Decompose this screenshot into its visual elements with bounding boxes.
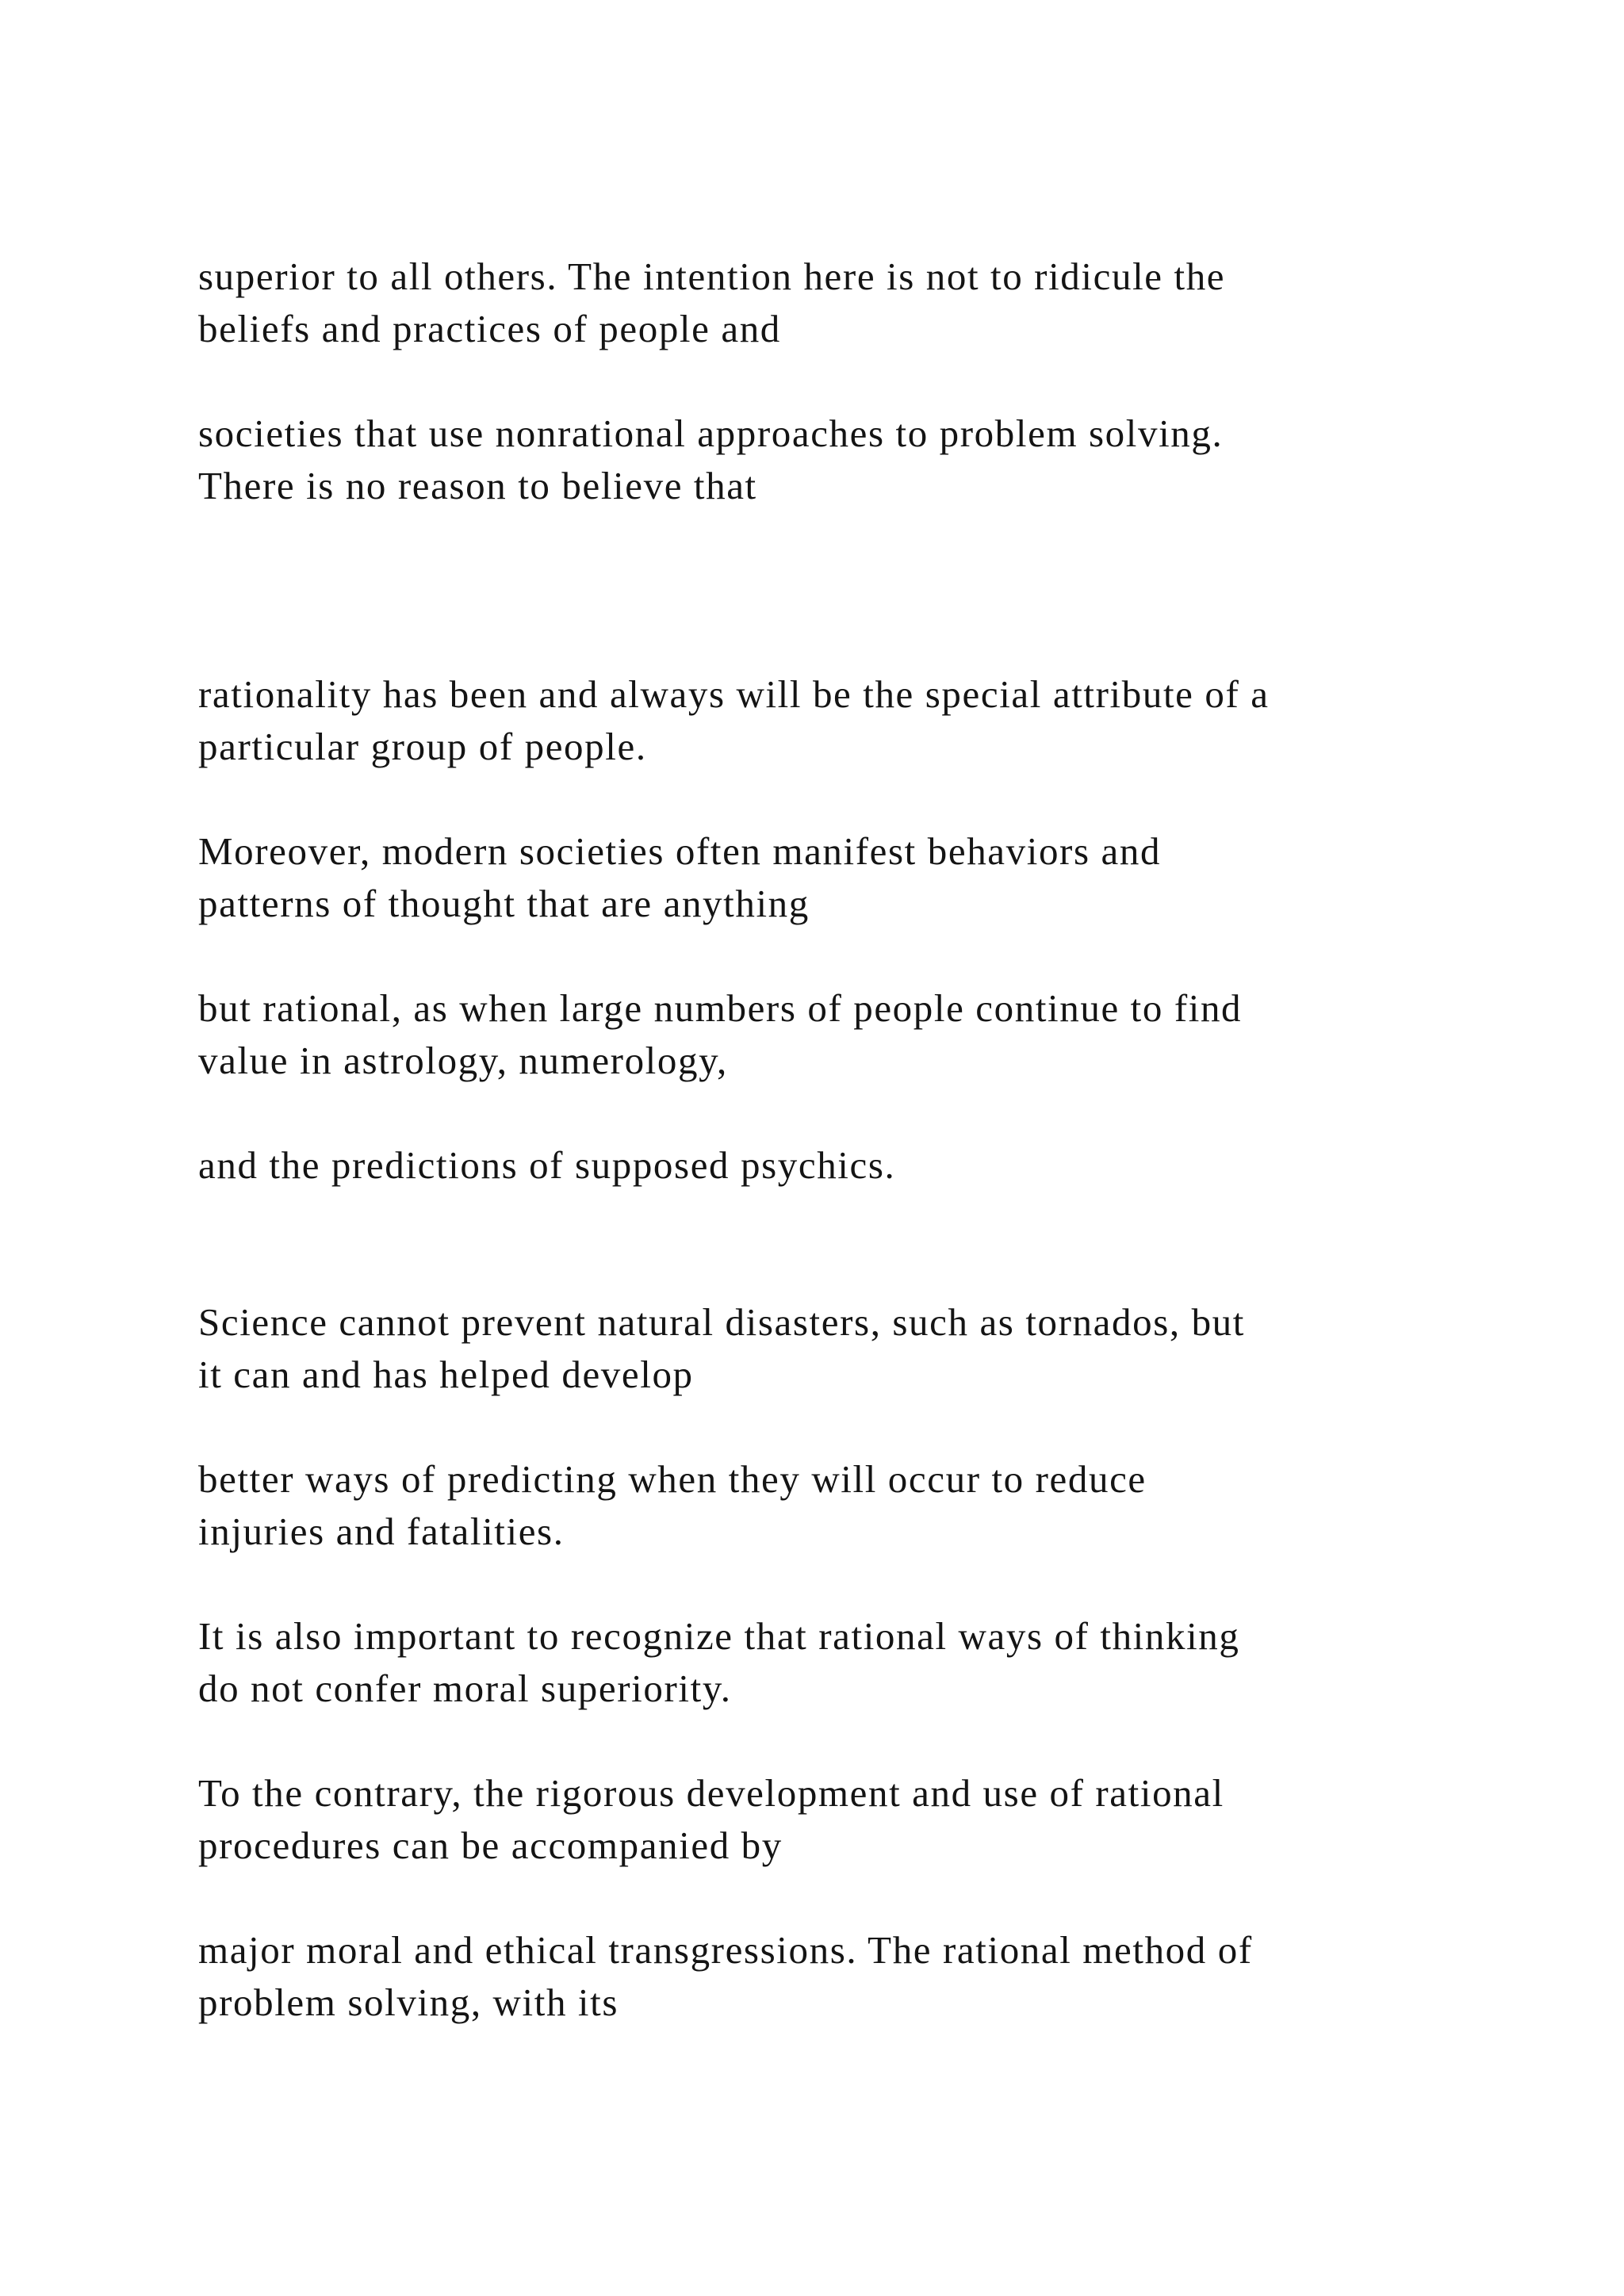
text-line: it can and has helped develop xyxy=(198,1353,694,1396)
paragraph-3 xyxy=(198,668,1507,773)
text-line: and the predictions of supposed psychics. xyxy=(198,1143,896,1187)
text-line: do not confer moral superiority. xyxy=(198,1667,732,1710)
paragraph-2 xyxy=(198,408,1507,512)
paragraph-6 xyxy=(198,1139,1507,1192)
text-line: Science cannot prevent natural disasters, such as tornados, but xyxy=(198,1300,1245,1344)
text-line: rationality has been and always will be the special attribute of a xyxy=(198,672,1270,716)
paragraph-9 xyxy=(198,1610,1507,1715)
paragraph-4 xyxy=(198,825,1507,930)
text-line: but rational, as when large numbers of people continue to find xyxy=(198,986,1243,1030)
text-line: major moral and ethical transgressions. The rational method of xyxy=(198,1928,1253,1972)
paragraph-10 xyxy=(198,1767,1507,1872)
paragraph-5 xyxy=(198,982,1507,1087)
text-line: patterns of thought that are anything xyxy=(198,882,810,925)
text-line: It is also important to recognize that rational ways of thinking xyxy=(198,1614,1240,1658)
text-line: problem solving, with its xyxy=(198,1980,619,2024)
text-line: societies that use nonrational approaches to problem solving. xyxy=(198,411,1224,455)
text-line: value in astrology, numerology, xyxy=(198,1039,728,1082)
paragraph-8 xyxy=(198,1453,1507,1558)
text-line: better ways of predicting when they will occur to reduce xyxy=(198,1457,1147,1501)
text-line: injuries and fatalities. xyxy=(198,1510,565,1553)
paragraph-1 xyxy=(198,251,1507,355)
text-line: To the contrary, the rigorous development and use of rational xyxy=(198,1771,1224,1815)
text-line: superior to all others. The intention here is not to ridicule the xyxy=(198,254,1226,298)
text-line: beliefs and practices of people and xyxy=(198,307,781,350)
text-line: procedures can be accompanied by xyxy=(198,1823,783,1867)
paragraph-7 xyxy=(198,1296,1507,1401)
text-line: Moreover, modern societies often manifest behaviors and xyxy=(198,829,1162,873)
paragraph-11 xyxy=(198,1924,1507,2029)
text-line: There is no reason to believe that xyxy=(198,464,757,507)
text-line: particular group of people. xyxy=(198,725,647,768)
